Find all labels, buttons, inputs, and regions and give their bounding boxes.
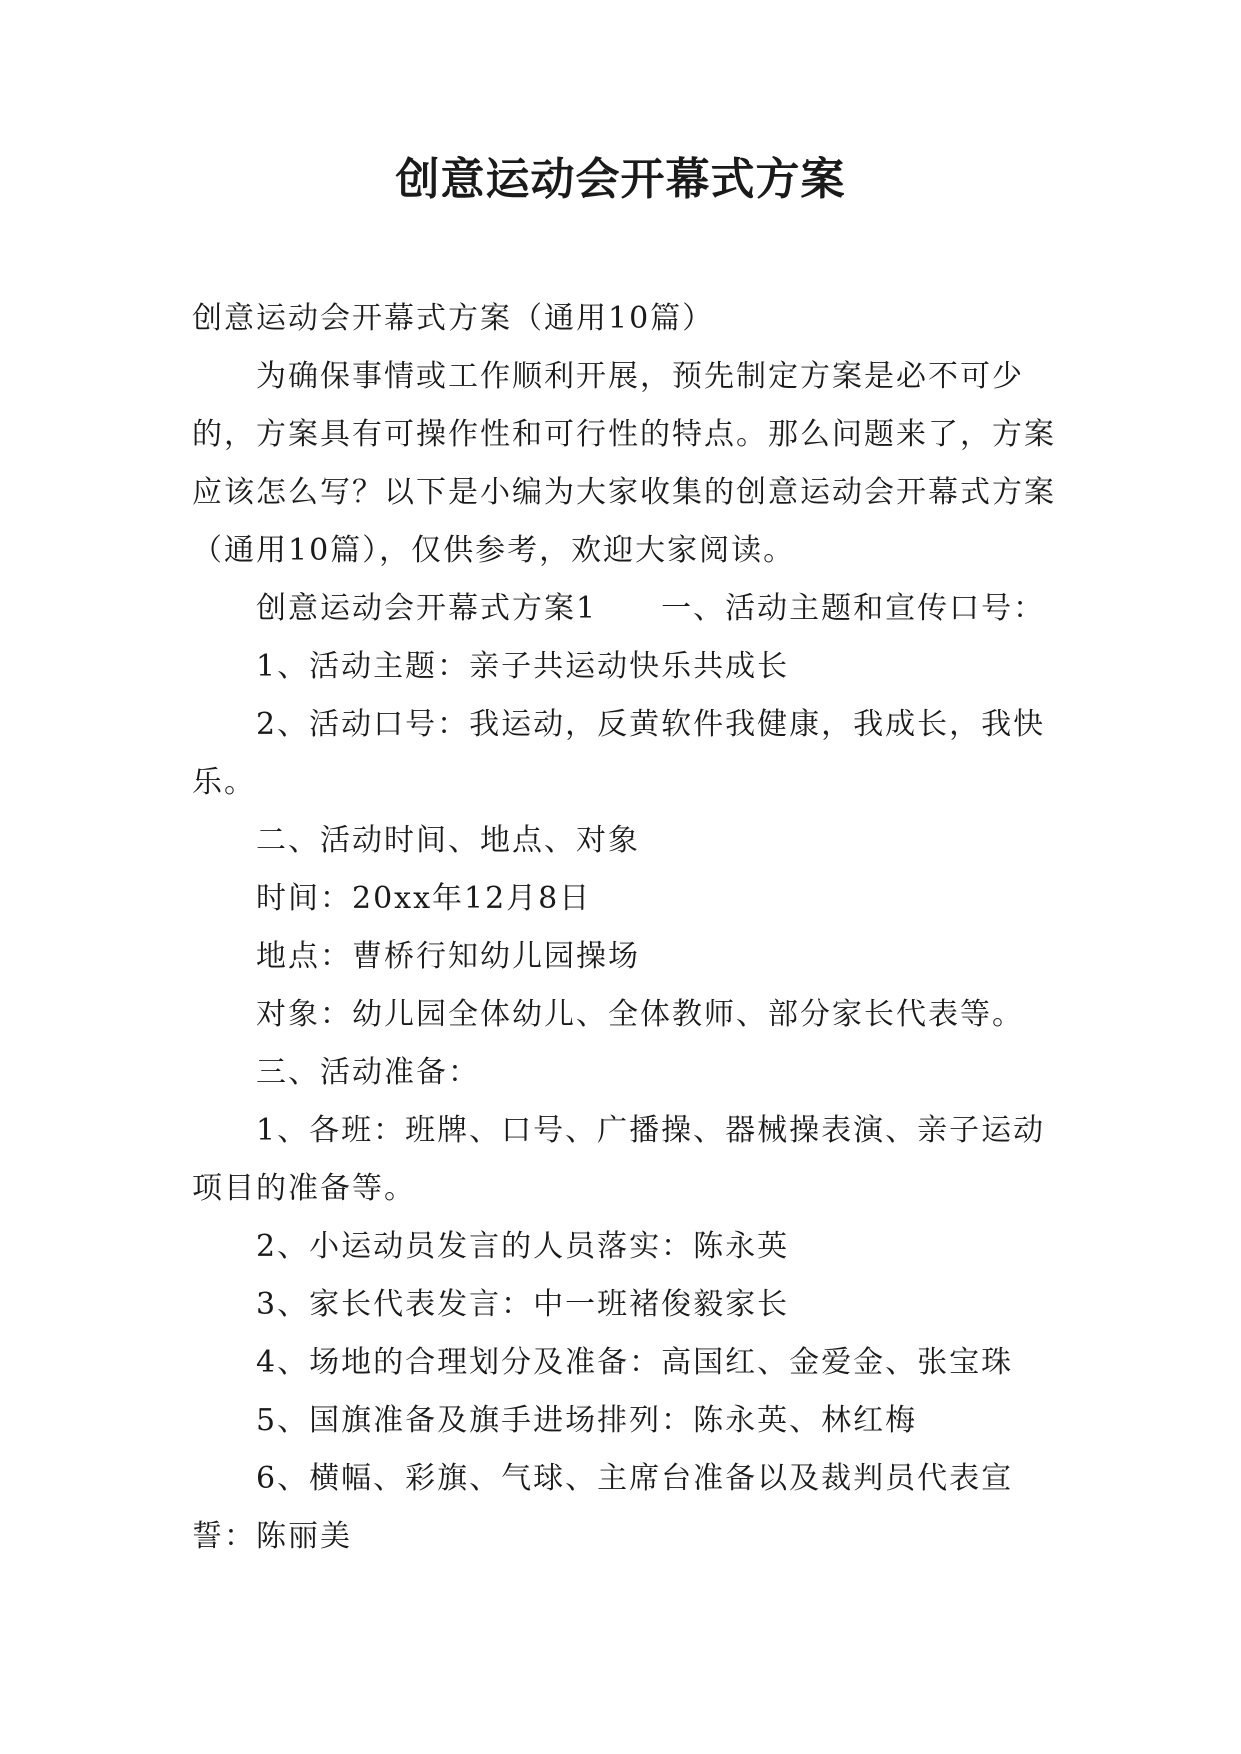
heading-3: 三、活动准备： — [256, 1055, 480, 1090]
prep-item-3: 3、家长代表发言：中一班褚俊毅家长 — [256, 1287, 790, 1322]
section1-heading: 一、活动主题和宣传口号： — [661, 591, 1046, 626]
document-subtitle: 创意运动会开幕式方案（通用10篇） — [192, 301, 715, 336]
slogan-line: 2、活动口号：我运动，反黄软件我健康，我成长，我快乐。 — [192, 707, 1046, 800]
heading-2: 二、活动时间、地点、对象 — [256, 823, 640, 858]
time-line: 时间：20xx年12月8日 — [256, 881, 592, 916]
prep-item-1: 1、各班：班牌、口号、广播操、器械操表演、亲子运动项目的准备等。 — [192, 1113, 1046, 1206]
prep-item-4: 4、场地的合理划分及准备：高国红、金爱金、张宝珠 — [256, 1345, 1014, 1380]
theme-line: 1、活动主题：亲子共运动快乐共成长 — [256, 649, 790, 684]
document-body — [192, 290, 1072, 1566]
prep-item-6: 6、横幅、彩旗、气球、主席台准备以及裁判员代表宣誓：陈丽美 — [192, 1461, 1014, 1554]
section1-label: 创意运动会开幕式方案1 — [256, 591, 598, 626]
prep-item-5: 5、国旗准备及旗手进场排列：陈永英、林红梅 — [256, 1403, 918, 1438]
prep-item-2: 2、小运动员发言的人员落实：陈永英 — [256, 1229, 790, 1264]
section1-line — [192, 580, 1072, 638]
audience-line: 对象：幼儿园全体幼儿、全体教师、部分家长代表等。 — [256, 997, 1024, 1032]
place-line: 地点：曹桥行知幼儿园操场 — [256, 939, 640, 974]
intro-paragraph: 为确保事情或工作顺利开展，预先制定方案是必不可少的，方案具有可操作性和可行性的特点。那么问题来了，方案应该怎么写？以下是小编为大家收集的创意运动会开幕式方案（通用10篇），仅供参考，欢迎大家阅读。 — [192, 359, 1056, 568]
document-title: 创意运动会开幕式方案 — [395, 154, 846, 205]
